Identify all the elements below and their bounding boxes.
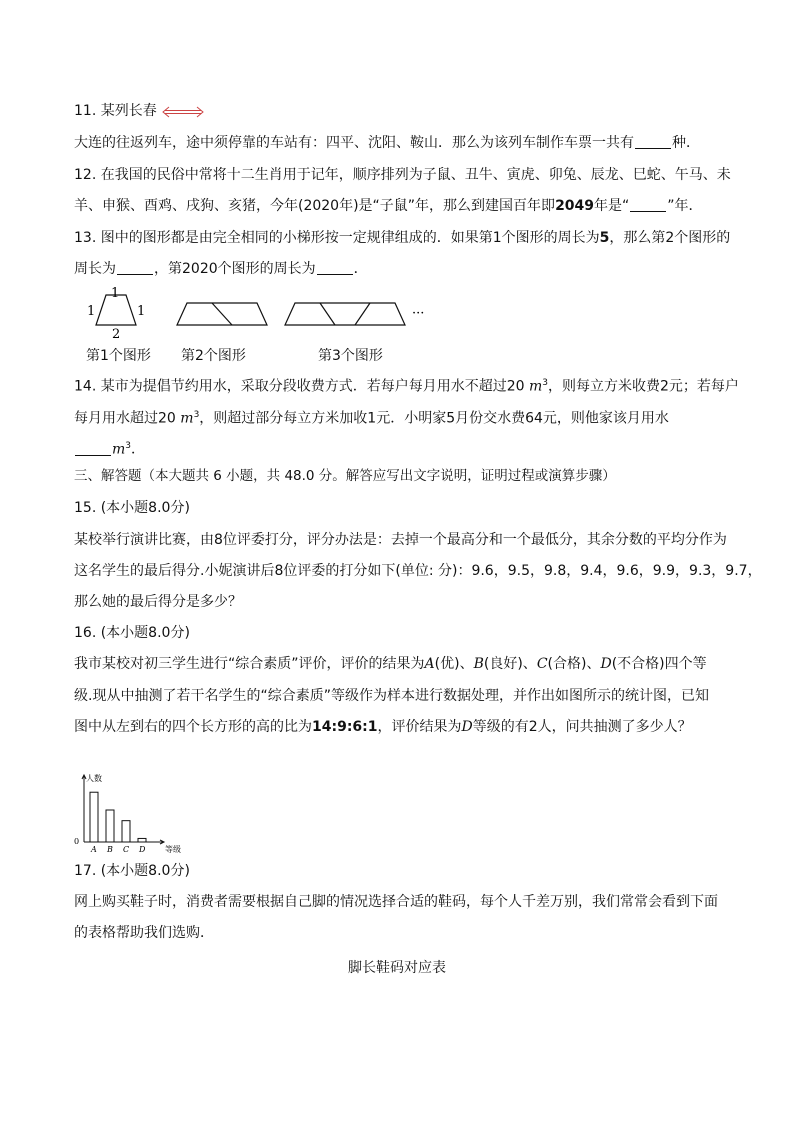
q12-line2: 羊、申猴、酉鸡、戌狗、亥猪，今年(2020年)是“子鼠”年，那么到建国百年即2049年是“ ”年． [74,198,703,214]
answer-blank[interactable] [630,197,666,212]
q16-line2: 级.现从中抽测了若干名学生的“综合素质”等级作为样本进行数据处理，并作出如图所示的统计图，已知 [74,688,709,704]
q14-line1: 14. 某市为提倡节约用水，采取分段收费方式．若每户每月用水不超过20 $m^3$，则每立方米收费2元；若每户 [74,378,739,395]
y-axis-label: 人数 [86,774,102,783]
x-axis-label: 等级 [165,845,181,854]
q17-header: 17. (本小题8.0分) [74,863,190,879]
q11-line1: 11. 某列长春 [74,101,205,121]
caption-fig3: 第3个图形 [318,348,383,364]
q11-line2: 大连的往返列车，途中须停靠的车站有：四平、沈阳、鞍山．那么为该列车制作车票一共有 种． [74,135,700,151]
tick-label-D: D [139,845,146,854]
tick-label-B: B [107,845,113,854]
bar-B [106,810,114,842]
section3-title: 三、解答题（本大题共 6 小题，共 48.0 分。解答应写出文字说明，证明过程或演算步骤） [74,468,616,484]
fig1-right-label: 1 [137,304,146,319]
fig1-left-label: 1 [87,304,96,319]
q15-line1: 某校举行演讲比赛，由8位评委打分，评分办法是：去掉一个最高分和一个最低分，其余分数的平均分作为 [74,532,727,548]
q13-line2: 周长为 ，第2020个图形的周长为 ． [74,261,368,277]
tick-label-C: C [123,845,130,854]
q14-line3: $m^3$． [74,436,145,460]
caption-fig2: 第2个图形 [181,348,246,364]
double-arrow-icon [161,106,205,118]
ellipsis: ··· [412,306,425,321]
answer-blank[interactable] [117,260,153,275]
q15-header: 15. (本小题8.0分) [74,500,190,516]
q12-line1: 12. 在我国的民俗中常将十二生肖用于记年，顺序排列为子鼠、丑牛、寅虎、卯兔、辰龙、巳蛇、午马、未 [74,167,731,183]
fig1-top-label: 1 [111,286,120,301]
trapezoid-fig3 [285,303,405,325]
q16-line1: 我市某校对初三学生进行“综合素质”评价，评价的结果为A(优)、B(良好)、C(合格)、D(不合格)四个等 [74,656,707,672]
q15-line2: 这名学生的最后得分.小妮演讲后8位评委的打分如下(单位: 分)：9.6，9.5，9.8，9.4，9.6，9.9，9.3，9.7， [74,563,762,579]
answer-blank[interactable] [75,441,111,456]
bar-C [122,821,130,842]
origin-label: 0 [74,837,80,846]
q17-line1: 网上购买鞋子时，消费者需要根据自己脚的情况选择合适的鞋码，每个人千差万别，我们常常会看到下面 [74,894,718,910]
caption-fig1: 第1个图形 [86,348,151,364]
q15-line3: 那么她的最后得分是多少？ [74,594,242,610]
tick-label-A: A [91,845,97,854]
answer-blank[interactable] [317,260,353,275]
fig1-bottom-label: 2 [112,327,121,341]
answer-blank[interactable] [635,134,671,149]
trapezoid-figures [80,285,440,341]
q16-header: 16. (本小题8.0分) [74,625,190,641]
table-title: 脚长鞋码对应表 [348,960,446,976]
bar-D [138,838,146,842]
q13-line1: 13. 图中的图形都是由完全相同的小梯形按一定规律组成的．如果第1个图形的周长为5，那么第2个图形的 [74,230,731,246]
q16-line3: 图中从左到右的四个长方形的高的比为14:9:6:1，评价结果为D等级的有2人，问共抽测了多少人？ [74,719,692,735]
q14-line2: 每月用水超过20 $m^3$，则超过部分每立方米加收1元．小明家5月份交水费64元，则他家该月用水 [74,410,669,427]
bar-chart [72,770,192,856]
q17-line2: 的表格帮助我们选购． [74,925,214,941]
bar-A [90,792,98,842]
